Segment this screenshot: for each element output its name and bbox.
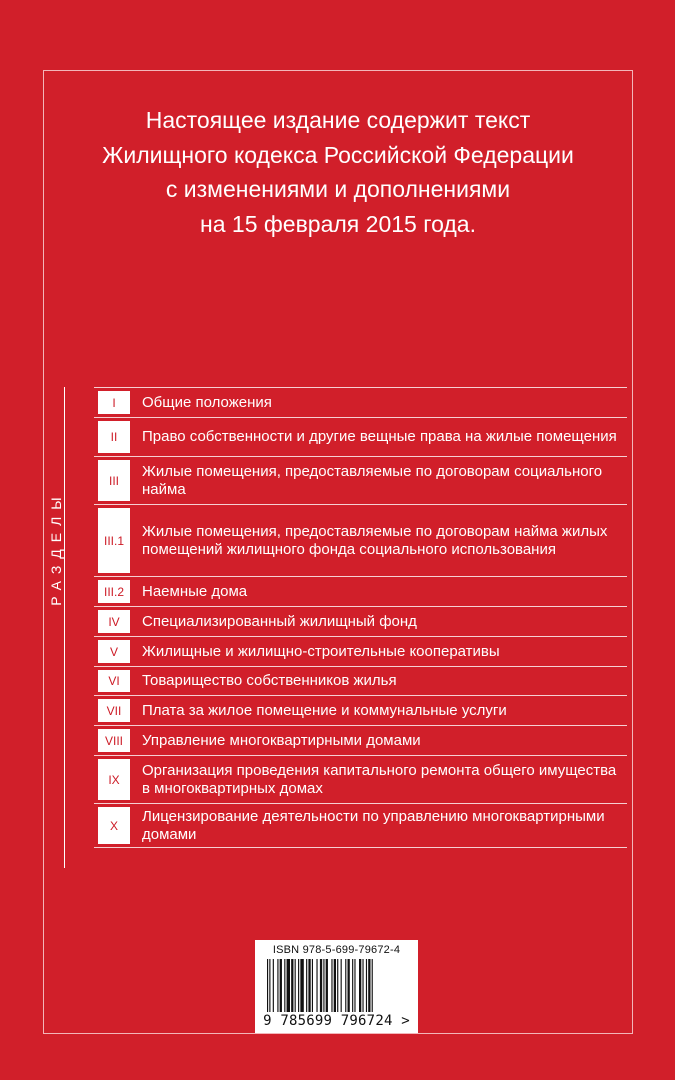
section-title: Общие положения bbox=[142, 393, 272, 411]
section-row bbox=[94, 387, 627, 417]
section-number: II bbox=[98, 421, 130, 453]
section-title: Жилые помещения, предоставляемые по договорам найма жилых помещений жилищного фонда социального использования bbox=[142, 522, 608, 558]
section-number: III.2 bbox=[98, 580, 130, 603]
section-row bbox=[94, 456, 627, 504]
section-row bbox=[94, 606, 627, 636]
barcode-digits: 9 785699 796724 > bbox=[263, 1013, 410, 1029]
section-row bbox=[94, 755, 627, 803]
isbn-barcode-label bbox=[255, 940, 418, 1033]
edition-statement-line: с изменениями и дополнениями bbox=[165, 176, 511, 202]
section-title: Специализированный жилищный фонд bbox=[142, 612, 417, 630]
section-title: Плата за жилое помещение и коммунальные услуги bbox=[142, 701, 507, 719]
section-title: Наемные дома bbox=[142, 582, 248, 600]
section-title: Жилые помещения, предоставляемые по договорам социального найма bbox=[142, 462, 603, 498]
section-number: V bbox=[98, 640, 130, 663]
section-row bbox=[94, 417, 627, 456]
edition-statement-line: Жилищного кодекса Российской Федерации bbox=[102, 141, 574, 168]
sections-table bbox=[94, 387, 627, 848]
section-row bbox=[94, 666, 627, 695]
section-number: VII bbox=[98, 699, 130, 722]
sections-side-label: РАЗДЕЛЫ bbox=[48, 490, 64, 606]
section-number: III.1 bbox=[98, 508, 130, 573]
edition-statement-line: на 15 февраля 2015 года. bbox=[200, 210, 476, 237]
section-number: I bbox=[98, 391, 130, 414]
sections-divider-line bbox=[64, 387, 65, 868]
section-title: Жилищные и жилищно-строительные кооперативы bbox=[142, 642, 500, 660]
section-number: IX bbox=[98, 759, 130, 800]
section-title: Лицензирование деятельности по управлению многоквартирными домами bbox=[142, 807, 605, 843]
section-row bbox=[94, 504, 627, 576]
barcode-graphic bbox=[267, 959, 411, 1012]
section-number: X bbox=[98, 807, 130, 844]
section-number: III bbox=[98, 460, 130, 501]
section-title: Право собственности и другие вещные права на жилые помещения bbox=[142, 428, 617, 445]
edition-statement-line: Настоящее издание содержит текст bbox=[145, 107, 531, 133]
edition-statement bbox=[43, 103, 633, 241]
isbn-number: ISBN 978-5-699-79672-4 bbox=[272, 944, 401, 956]
section-title: Управление многоквартирными домами bbox=[142, 731, 421, 749]
section-row bbox=[94, 576, 627, 606]
section-row bbox=[94, 695, 627, 725]
section-number: IV bbox=[98, 610, 130, 633]
section-row bbox=[94, 725, 627, 755]
section-title: Организация проведения капитального ремонта общего имущества в многоквартирных домах bbox=[142, 761, 617, 797]
section-title: Товарищество собственников жилья bbox=[142, 672, 397, 689]
section-number: VIII bbox=[98, 729, 130, 752]
section-row bbox=[94, 636, 627, 666]
section-row bbox=[94, 803, 627, 848]
section-number: VI bbox=[98, 670, 130, 692]
